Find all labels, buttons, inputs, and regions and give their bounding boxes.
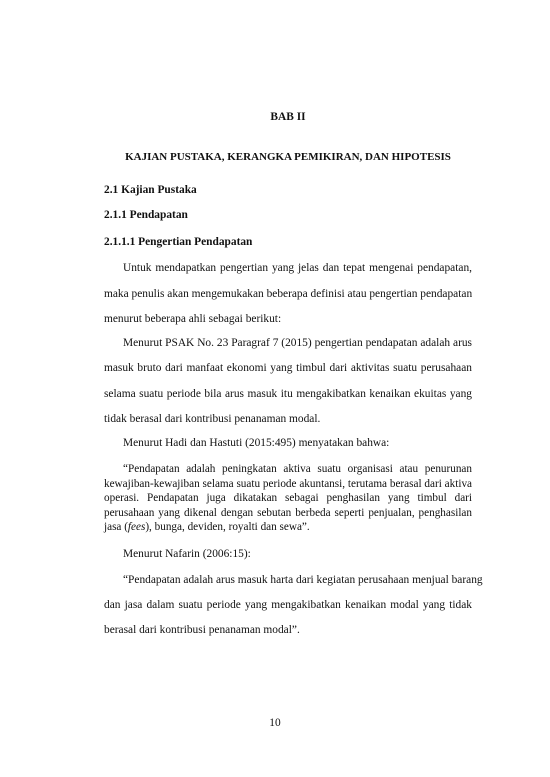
nafarin-quote-line: berasal dari kontribusi penanaman modal”. — [104, 624, 300, 636]
nafarin-intro: Menurut Nafarin (2006:15): — [123, 548, 251, 560]
quote-line: operasi. Pendapatan juga dikatakan sebagai penghasilan yang timbul dari — [104, 492, 472, 505]
nafarin-quote-line: “Pendapatan adalah arus masuk harta dari kegiatan perusahaan menjual barang — [123, 574, 483, 586]
psak-paragraph-line: Menurut PSAK No. 23 Paragraf 7 (2015) pengertian pendapatan adalah arus — [123, 337, 472, 349]
chapter-title: KAJIAN PUSTAKA, KERANGKA PEMIKIRAN, DAN HIPOTESIS — [125, 151, 451, 163]
heading-2-1-1: 2.1.1 Pendapatan — [104, 209, 188, 221]
hadi-intro: Menurut Hadi dan Hastuti (2015:495) menyatakan bahwa: — [123, 437, 390, 449]
quote-italic-term: fees — [127, 521, 146, 534]
quote-line: kewajiban-kewajiban selama suatu periode akuntansi, terutama berasal dari aktiva — [104, 477, 472, 490]
hadi-quote-block — [104, 462, 472, 535]
psak-paragraph-line: masuk bruto dari manfaat ekonomi yang timbul dari aktivitas suatu perusahaan — [104, 362, 472, 374]
intro-paragraph-line: menurut beberapa ahli sebagai berikut: — [104, 313, 282, 325]
quote-text: ), bunga, deviden, royalti dan sewa”. — [145, 521, 310, 534]
psak-paragraph-line: selama suatu periode bila arus masuk itu mengakibatkan kenaikan ekuitas yang — [104, 388, 472, 400]
page-number: 10 — [269, 717, 281, 729]
quote-line: “Pendapatan adalah peningkatan aktiva suatu organisasi atau penurunan — [123, 463, 472, 475]
intro-paragraph-line: Untuk mendapatkan pengertian yang jelas dan tepat mengenai pendapatan, — [123, 262, 472, 274]
quote-text: jasa ( — [104, 521, 128, 534]
psak-paragraph-line: tidak berasal dari kontribusi penanaman modal. — [104, 413, 321, 425]
heading-2-1-1-1: 2.1.1.1 Pengertian Pendapatan — [104, 236, 253, 248]
quote-line: perusahaan yang dikenal dengan sebutan berbeda seperti penjualan, penghasilan — [104, 506, 472, 519]
nafarin-quote-line: dan jasa dalam suatu periode yang mengakibatkan kenaikan modal yang tidak — [104, 599, 472, 611]
quote-line — [104, 520, 472, 535]
heading-2-1: 2.1 Kajian Pustaka — [104, 184, 197, 196]
chapter-number: BAB II — [270, 111, 306, 123]
intro-paragraph-line: maka penulis akan mengemukakan beberapa definisi atau pengertian pendapatan — [104, 288, 473, 300]
